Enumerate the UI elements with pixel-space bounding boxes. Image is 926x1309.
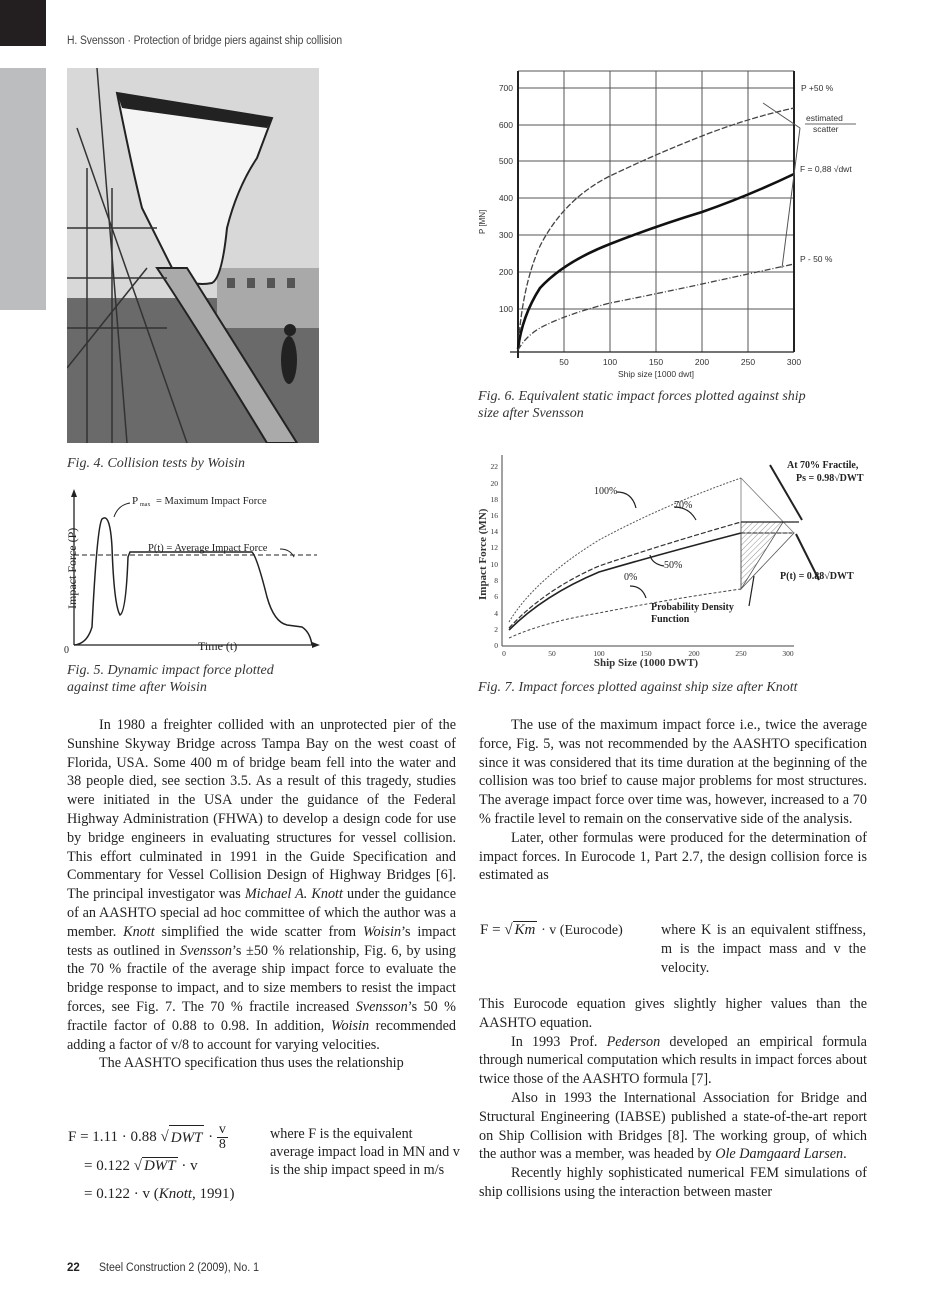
running-head: H. Svensson · Protection of bridge piers against ship collision — [67, 35, 343, 47]
svg-text:70%: 70% — [674, 500, 693, 511]
svg-text:20: 20 — [490, 479, 498, 488]
svg-text:100: 100 — [498, 304, 513, 314]
svg-text:300: 300 — [786, 357, 802, 367]
svg-text:P(t) = Average Impact Force: P(t) = Average Impact Force — [148, 543, 268, 554]
fig6-grid — [518, 71, 794, 352]
paragraph-fem-simulations: Recently highly sophisticated numerical FEM simulations of ship collisions using the interaction between master — [479, 1165, 867, 1200]
eurocode-equation: F = √ Km · v (Eurocode) — [480, 922, 623, 938]
ship-bow-illustration — [67, 68, 319, 443]
paragraph-eurocode-intro: Later, other formulas were produced for the determination of impact forces. In Eurocode 1, Part 2.7, the design collision force is estimated as — [479, 829, 867, 884]
svg-text:max: max — [140, 502, 151, 508]
svg-text:12: 12 — [490, 543, 498, 552]
svg-text:Impact Force (P): Impact Force (P) — [65, 527, 79, 609]
svg-text:Probability Density: Probability Density — [651, 602, 734, 613]
aashto-equation-note: where F is the equivalent average impact load in MN and v is the ship impact speed in m/s — [270, 1126, 460, 1178]
svg-text:300: 300 — [782, 649, 794, 658]
svg-text:P(t) = 0.88√DWT: P(t) = 0.88√DWT — [780, 571, 854, 582]
paragraph-eurocode-comparison: This Eurocode equation gives slightly higher values than the AASHTO equation. — [479, 996, 867, 1031]
svg-text:2: 2 — [494, 625, 498, 634]
journal-citation: Steel Construction 2 (2009), No. 1 — [99, 1262, 259, 1274]
left-column — [67, 716, 456, 1073]
fig6-caption: Fig. 6. Equivalent static impact forces plotted against ship size after Svensson — [478, 389, 806, 421]
svg-text:8: 8 — [494, 576, 498, 585]
svg-text:150: 150 — [640, 649, 652, 658]
svg-text:P [MN]: P [MN] — [478, 209, 487, 234]
svg-text:scatter: scatter — [813, 124, 839, 134]
svg-text:50%: 50% — [664, 560, 683, 571]
svg-text:14: 14 — [490, 527, 498, 536]
fig5-force-curve — [74, 518, 312, 645]
fig5-chart — [62, 487, 322, 657]
svg-text:50: 50 — [559, 357, 569, 367]
svg-text:Ship Size (1000 DWT): Ship Size (1000 DWT) — [593, 657, 699, 669]
side-tab-marker — [0, 68, 46, 310]
page-number: 22 — [67, 1262, 80, 1274]
fig7-chart — [474, 450, 874, 672]
svg-text:250: 250 — [740, 357, 756, 367]
svg-text:P - 50 %: P - 50 % — [800, 254, 833, 264]
svg-text:At 70% Fractile,: At 70% Fractile, — [787, 460, 859, 471]
svg-text:500: 500 — [498, 156, 513, 166]
svg-text:= Maximum Impact Force: = Maximum Impact Force — [156, 496, 267, 507]
svg-text:Ps = 0.98√DWT: Ps = 0.98√DWT — [796, 473, 864, 484]
svg-text:Time (t): Time (t) — [198, 639, 238, 653]
right-column-top — [479, 716, 867, 885]
svg-text:50: 50 — [548, 649, 556, 658]
svg-text:0: 0 — [502, 649, 506, 658]
svg-text:100: 100 — [593, 649, 605, 658]
svg-text:0: 0 — [64, 645, 69, 656]
paragraph-iabse: Also in 1993 the International Association for Bridge and Structural Engineering (IABSE) published a state-of-the-art report on Ship Collision with Bridges [8]. The working group, of which the author was a member, was headed by Ole Damgaard Larsen. — [479, 1089, 867, 1163]
svg-text:22: 22 — [490, 462, 498, 471]
svg-text:600: 600 — [498, 120, 513, 130]
corner-block — [0, 0, 46, 46]
svg-text:P: P — [132, 495, 139, 507]
svg-text:0%: 0% — [624, 572, 638, 583]
svg-text:300: 300 — [498, 230, 513, 240]
svg-text:Function: Function — [651, 614, 690, 625]
paragraph-aashto-relationship: The AASHTO specification thus uses the relationship — [99, 1055, 404, 1072]
svg-text:150: 150 — [648, 357, 664, 367]
aashto-equation: F = 1.11 · 0.88 √ DWT · v 8 = 0.122 √ DWT · v = 0.122 · v (Knott, 1991) — [68, 1121, 235, 1202]
svg-text:4: 4 — [494, 609, 498, 618]
paragraph-maximum-impact: The use of the maximum impact force i.e., twice the average force, Fig. 5, was not recommended by the AASHTO specification since it was considered that its time duration at the beginning of the collision was too brief to cause major problems for most structures. The average impact force over time was, however, increased to a 70 % fractile level to remain on the conservative side of the analysis. — [479, 717, 867, 827]
svg-text:18: 18 — [490, 495, 498, 504]
fig6-chart — [470, 66, 870, 380]
fig4-photo — [67, 68, 319, 443]
svg-text:F = 0,88 √dwt: F = 0,88 √dwt — [800, 164, 852, 174]
paragraph-pederson: In 1993 Prof. Pederson developed an empirical formula through numerical computation which results in impact forces about twice those of the AASHTO formula [7]. — [479, 1033, 867, 1088]
svg-text:400: 400 — [498, 193, 513, 203]
svg-text:100: 100 — [602, 357, 618, 367]
svg-text:200: 200 — [498, 267, 513, 277]
svg-text:16: 16 — [490, 511, 498, 520]
svg-text:P +50 %: P +50 % — [801, 83, 834, 93]
svg-text:0: 0 — [494, 641, 498, 650]
svg-text:250: 250 — [735, 649, 747, 658]
svg-text:Impact Force (MN): Impact Force (MN) — [477, 508, 489, 600]
fig7-0-curve — [509, 589, 741, 638]
fig7-100-curve — [509, 478, 741, 622]
svg-text:200: 200 — [688, 649, 700, 658]
svg-text:700: 700 — [498, 83, 513, 93]
fig5-caption: Fig. 5. Dynamic impact force plotted against time after Woisin — [67, 663, 274, 695]
fig7-caption: Fig. 7. Impact forces plotted against ship size after Knott — [478, 680, 798, 695]
right-column-bottom — [479, 995, 867, 1202]
svg-text:10: 10 — [490, 560, 498, 569]
svg-text:200: 200 — [694, 357, 710, 367]
eurocode-equation-note: where K is an equivalent stiffness, m is the impact mass and v the velocity. — [661, 922, 866, 976]
fig4-caption: Fig. 4. Collision tests by Woisin — [67, 456, 245, 471]
svg-text:Ship size [1000 dwt]: Ship size [1000 dwt] — [617, 369, 695, 379]
paragraph-sunshine-skyway: In 1980 a freighter collided with an unprotected pier of the Sunshine Skyway Bridge across Tampa Bay on the west coast of Florida, USA. Some 400 m of bridge beam fell into the water and 38 people died, see section 3.5. As a result of this tragedy, studies were initiated in the USA under the guidance of the Federal Highway Administration (FHWA) to develop a design code for use by bridge engineers in evaluating structures for vessel collision. This effort culminated in 1991 in the Guide Specification and Commentary for Vessel Collision Design of Highway Bridges [6]. The principal investigator was Michael A. Knott under the guidance of an AASHTO special ad hoc committee of which the author was a member. Knott simplified the wide scatter from Woisin’s impact tests as outlined in Svensson’s ±50 % relationship, Fig. 6, by using the 70 % fractile of the average ship impact force to evaluate the bridge response to impact, and to size members to resist the impact forces, see Fig. 7. The 70 % fractile increased Svensson’s 50 % fractile factor of 0.88 to 0.98. In addition, Woisin recommended adding a factor of v/8 to account for varying velocities. — [67, 717, 457, 1053]
svg-text:100%: 100% — [594, 486, 618, 497]
svg-text:estimated: estimated — [806, 113, 843, 123]
svg-text:6: 6 — [494, 592, 498, 601]
